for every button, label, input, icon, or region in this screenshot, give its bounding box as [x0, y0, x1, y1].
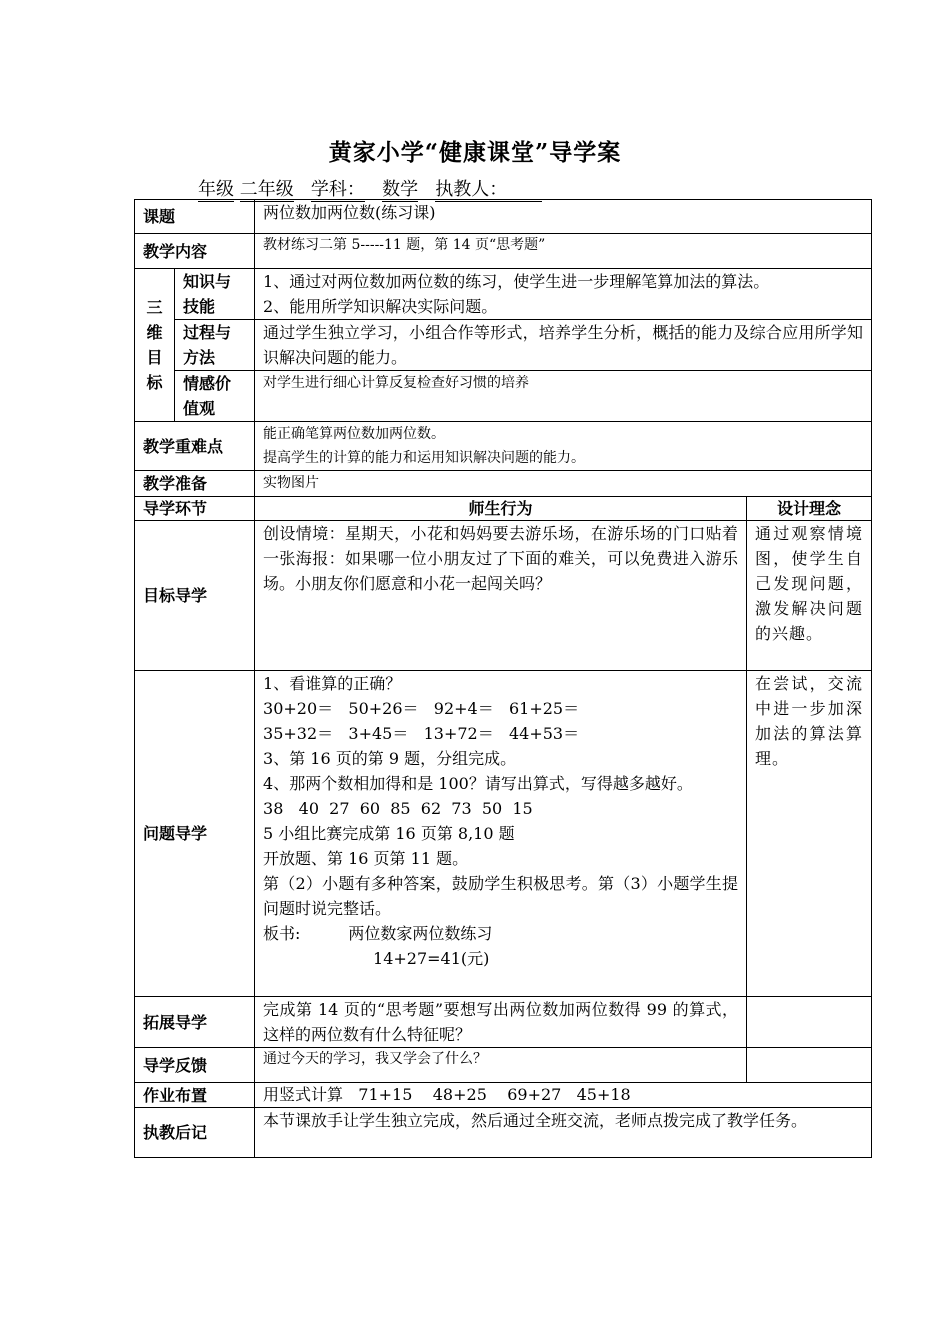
homework-activity: 用竖式计算 71+15 48+25 69+27 45+18 — [255, 1083, 872, 1108]
homework-label: 作业布置 — [135, 1083, 255, 1108]
emotion-label-line: 情感价 — [183, 374, 232, 393]
grade-label: 年级 — [198, 179, 234, 200]
knowledge-value — [255, 269, 872, 320]
row-problem — [135, 671, 872, 997]
problem-activity — [255, 671, 747, 997]
problem-line: 第（2）小题有多种答案，鼓励学生积极思考。第（3）小题学生提问题时说完整话。 — [263, 874, 739, 918]
problem-line: 3、第 16 页的第 9 题，分组完成。 — [263, 749, 517, 768]
row-process — [135, 320, 872, 371]
problem-design: 在尝试，交流中进一步加深加法的算法算理。 — [747, 671, 872, 997]
board-label: 板书: — [263, 924, 301, 943]
problem-line: 35+32＝ 3+45＝ 13+72＝ 44+53＝ — [263, 724, 580, 743]
feedback-label: 导学反馈 — [135, 1048, 255, 1083]
emotion-label-line: 值观 — [183, 399, 216, 418]
row-homework — [135, 1083, 872, 1108]
problem-line: 开放题、第 16 页第 11 题。 — [263, 849, 469, 868]
process-value: 通过学生独立学习，小组合作等形式，培养学生分析，概括的能力及综合应用所学知识解决问题的能力。 — [255, 320, 872, 371]
feedback-design — [747, 1048, 872, 1083]
key-points-label: 教学重难点 — [135, 422, 255, 471]
page-title: 黄家小学“健康课堂”导学案 — [328, 139, 622, 166]
goals-char: 标 — [146, 373, 163, 392]
row-key-points — [135, 422, 872, 471]
problem-line: 5 小组比赛完成第 16 页第 8,10 题 — [263, 824, 515, 843]
key-point-line: 能正确笔算两位数加两位数。 — [263, 426, 446, 442]
row-preparation — [135, 471, 872, 497]
problem-line: 30+20＝ 50+26＝ 92+4＝ 61+25＝ — [263, 699, 580, 718]
problem-line: 38 40 27 60 85 62 73 50 15 — [263, 799, 533, 818]
row-feedback — [135, 1048, 872, 1083]
row-emotion — [135, 371, 872, 422]
key-points-value — [255, 422, 872, 471]
goals-label — [135, 269, 175, 422]
row-column-headers — [135, 497, 872, 521]
key-point-line: 提高学生的计算的能力和运用知识解决问题的能力。 — [263, 450, 586, 466]
teacher-label: 执教人： — [435, 179, 508, 200]
knowledge-line: 1、通过对两位数加两位数的练习，使学生进一步理解笔算加法的算法。 — [263, 272, 770, 291]
design-header: 设计理念 — [747, 497, 872, 521]
preparation-value: 实物图片 — [255, 471, 872, 497]
row-content — [135, 234, 872, 269]
knowledge-label — [175, 269, 255, 320]
row-topic — [135, 200, 872, 234]
subject-value: 数学 — [382, 179, 419, 200]
extension-design — [747, 997, 872, 1048]
info-line — [198, 175, 542, 201]
extension-activity: 完成第 14 页的“思考题”要想写出两位数加两位数得 99 的算式，这样的两位数有什么特征呢？ — [255, 997, 747, 1048]
knowledge-label-line: 技能 — [183, 297, 216, 316]
problem-label: 问题导学 — [135, 671, 255, 997]
content-label: 教学内容 — [135, 234, 255, 269]
reflection-activity: 本节课放手让学生独立完成，然后通过全班交流，老师点拨完成了教学任务。 — [255, 1108, 872, 1158]
row-target — [135, 521, 872, 671]
content-value: 教材练习二第 5-----11 题，第 14 页“思考题” — [255, 234, 872, 269]
lesson-plan-table — [134, 199, 872, 1158]
row-knowledge — [135, 269, 872, 320]
process-label-line: 方法 — [183, 348, 216, 367]
emotion-value: 对学生进行细心计算反复检查好习惯的培养 — [255, 371, 872, 422]
goals-char: 维 — [146, 323, 163, 342]
preparation-label: 教学准备 — [135, 471, 255, 497]
knowledge-label-line: 知识与 — [183, 272, 232, 291]
board-line — [263, 921, 738, 946]
target-design: 通过观察情境图，使学生自己发现问题，激发解决问题的兴趣。 — [747, 521, 872, 671]
subject-label: 学科： — [310, 179, 365, 200]
goals-char: 三 — [146, 298, 163, 317]
activity-header: 师生行为 — [255, 497, 747, 521]
reflection-label: 执教后记 — [135, 1108, 255, 1158]
target-activity: 创设情境：星期天，小花和妈妈要去游乐场，在游乐场的门口贴着一张海报：如果哪一位小朋友过了下面的难关，可以免费进入游乐场。小朋友你们愿意和小花一起闯关吗？ — [255, 521, 747, 671]
problem-line: 4、那两个数相加得和是 100？请写出算式，写得越多越好。 — [263, 774, 693, 793]
grade-value: 二年级 — [239, 179, 294, 200]
row-reflection — [135, 1108, 872, 1158]
goals-char: 目 — [146, 348, 163, 367]
board-formula: 14+27=41(元) — [373, 949, 490, 968]
stage-header: 导学环节 — [135, 497, 255, 521]
process-label-line: 过程与 — [183, 323, 232, 342]
topic-value: 两位数加两位数(练习课) — [255, 200, 872, 234]
board-title: 两位数家两位数练习 — [348, 924, 493, 943]
emotion-label — [175, 371, 255, 422]
target-label: 目标导学 — [135, 521, 255, 671]
row-extension — [135, 997, 872, 1048]
knowledge-line: 2、能用所学知识解决实际问题。 — [263, 297, 498, 316]
process-label — [175, 320, 255, 371]
topic-label: 课题 — [135, 200, 255, 234]
feedback-activity: 通过今天的学习，我又学会了什么？ — [255, 1048, 747, 1083]
extension-label: 拓展导学 — [135, 997, 255, 1048]
problem-line: 1、看谁算的正确？ — [263, 674, 402, 693]
